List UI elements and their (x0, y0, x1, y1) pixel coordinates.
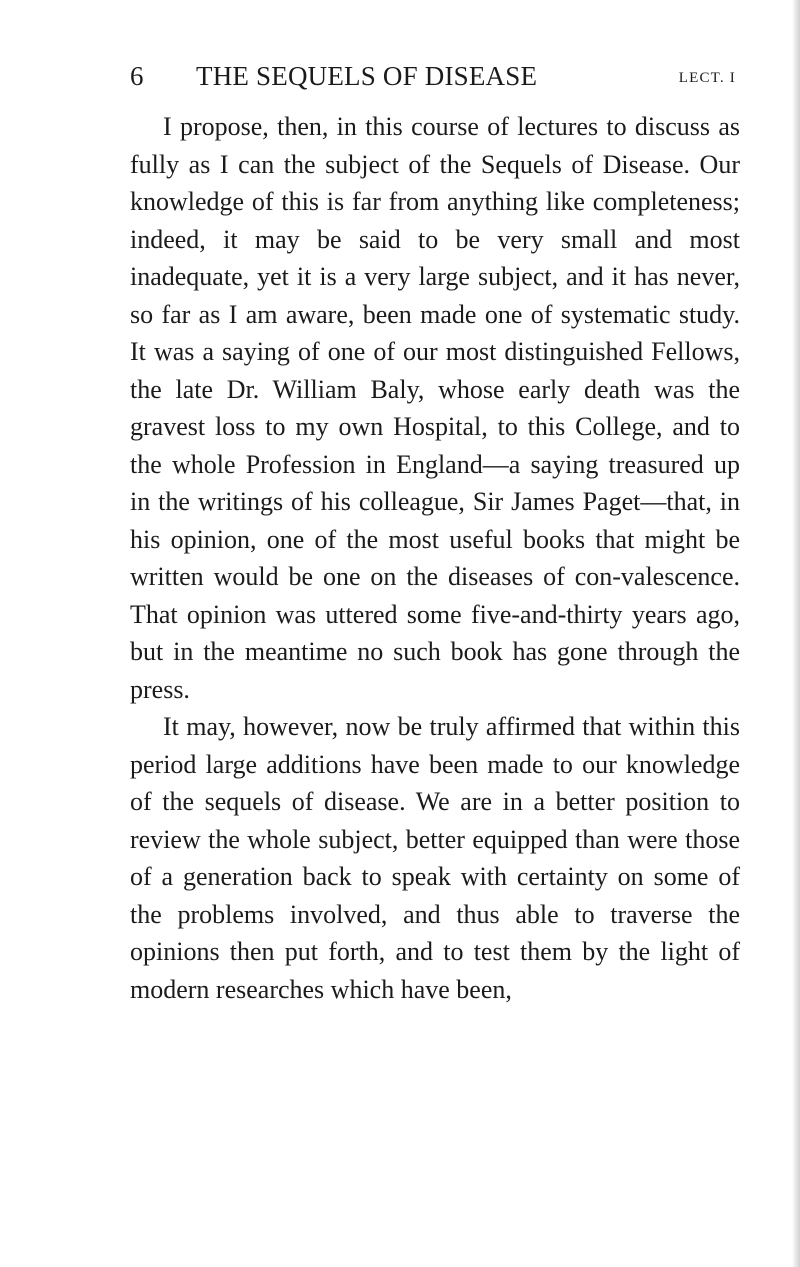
paragraph-2: It may, however, now be truly affirmed that within this period large additions have been made to our knowledge of the sequels of disease. We are in a better position to review the whole subject, better equipped than were those of a generation back to speak with certainty on some of the problems involved, and thus able to traverse the opinions then put forth, and to test them by the light of modern researches which have been, (130, 712, 740, 1004)
page-number: 6 (130, 61, 144, 91)
body-text (130, 108, 740, 1008)
lecture-reference: LECT. I (678, 70, 736, 86)
running-head (130, 58, 740, 98)
paragraph-1: I propose, then, in this course of lectures to discuss as fully as I can the subject of the Sequels of Disease. Our knowledge of this is far from anything like completeness; indeed, it may be said to be very small and most inadequate, yet it is a very large subject, and it has never, so far as I am aware, been made one of systematic study. It was a saying of one of our most distinguished Fellows, the late Dr. William Baly, whose early death was the gravest loss to my own Hospital, to this College, and to the whole Profession in England—a saying treasured up in the writings of his colleague, Sir James Paget—that, in his opinion, one of the most useful books that might be written would be one on the diseases of con-valescence. That opinion was uttered some five-and-thirty years ago, but in the meantime no such book has gone through the press. (130, 112, 740, 704)
running-title: THE SEQUELS OF DISEASE (196, 61, 538, 91)
page-edge-shadow (792, 0, 800, 1267)
